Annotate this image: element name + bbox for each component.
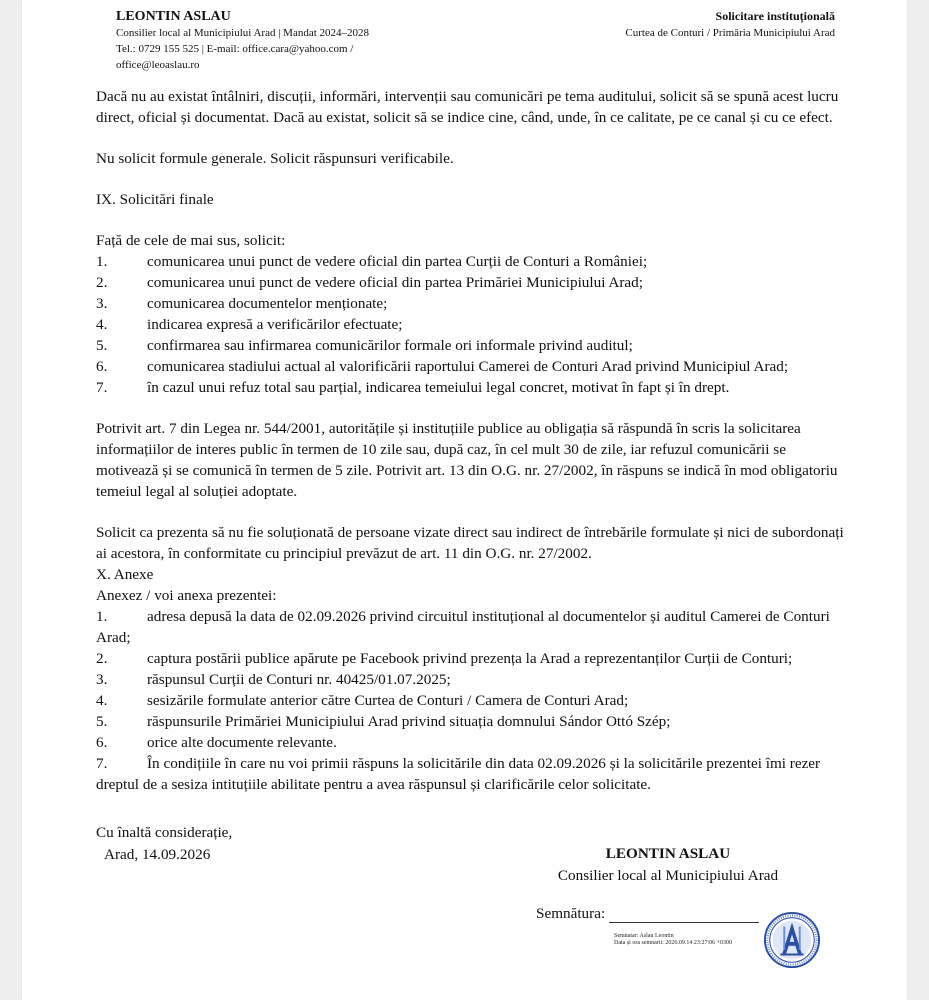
sender-contact-email: office@leoaslau.ro (116, 59, 200, 71)
list-item: 1. comunicarea unui punct de vedere oficial din partea Curții de Conturi a României; (96, 253, 648, 270)
requests-intro: Față de cele de mai sus, solicit: (96, 232, 286, 249)
letterhead-doctype (625, 8, 835, 41)
electronic-signature-info (614, 933, 732, 947)
document-type: Solicitare instituțională (715, 9, 835, 23)
sender-contact: Tel.: 0729 155 525 | E-mail: office.cara@yahoo.com / (116, 43, 354, 55)
list-item: 2. comunicarea unui punct de vedere oficial din partea Primăriei Municipiului Arad; (96, 274, 643, 291)
salutation: Cu înaltă considerație, (96, 824, 233, 841)
list-item: 3. răspunsul Curții de Conturi nr. 40425/01.07.2025; (96, 671, 451, 688)
place-date: Arad, 14.09.2026 (104, 846, 211, 863)
list-item: 4. indicarea expresă a verificărilor efectuate; (96, 316, 403, 333)
list-item: 3. comunicarea documentelor menționate; (96, 295, 388, 312)
paragraph-audit-meetings: Dacă nu au existat întâlniri, discuții, informări, intervenții sau comunicări pe tema auditului, solicit să se spună acest lucru direct, oficial și documentat. Dacă au existat, solicit să se indice cine, când, unde, în ce calitate, pe ce canal și cu ce efect. (96, 88, 839, 126)
signature-line (536, 905, 759, 923)
paragraph-verifiable: Nu solicit formule generale. Solicit răspunsuri verificabile. (96, 150, 454, 167)
annexes-intro: Anexez / voi anexa prezentei: (96, 587, 277, 604)
signatory-name: LEONTIN ASLAU (605, 845, 731, 862)
section-heading-final-requests: IX. Solicitări finale (96, 191, 214, 208)
list-item: 4. sesizările formulate anterior către Curtea de Conturi / Camera de Conturi Arad; (96, 692, 629, 709)
requests-list (96, 251, 846, 398)
closing (96, 822, 232, 866)
list-item: 2. captura postării publice apărute pe Facebook privind prezența la Arad a reprezentanților Curții de Conturi; (96, 650, 793, 667)
sender-name: LEONTIN ASLAU (116, 9, 231, 24)
signature-seal-icon (763, 911, 821, 969)
list-item: 7. În condițiile în care nu voi primii răspuns la solicitările din data 02.09.2026 și la solicitările prezentei îmi rezer dreptul de a sesiza intituțiile abilitate pentru a avea răspunsul și clarificările celor solicitate. (96, 755, 821, 793)
document-page (22, 0, 907, 1000)
list-item: 6. comunicarea stadiului actual al valorificării raportului Camerei de Conturi Arad privind Municipiul Arad; (96, 358, 789, 375)
paragraph-impartiality: Solicit ca prezenta să nu fie soluționată de persoane vizate direct sau indirect de întrebările formulate și nici de subordonați ai acestora, în conformitate cu principiul prevăzut de art. 11 din O.G. nr. 27/2002. (96, 524, 844, 562)
list-item: 5. răspunsurile Primăriei Municipiului Arad privind situația domnului Sándor Ottó Szép; (96, 713, 671, 730)
signature-block (538, 843, 798, 887)
list-item: 5. confirmarea sau infirmarea comunicărilor formale ori informale privind auditul; (96, 337, 633, 354)
signature-underline (609, 906, 759, 923)
sender-role: Consilier local al Municipiului Arad | Mandat 2024–2028 (116, 27, 370, 39)
section-heading-annexes: X. Anexe (96, 566, 154, 583)
list-item: 1. adresa depusă la data de 02.09.2026 privind circuitul instituțional al documentelor și auditul Camerei de Conturi Arad; (96, 608, 830, 646)
annexes-list (96, 606, 846, 795)
recipients: Curtea de Conturi / Primăria Municipiului Arad (625, 27, 835, 39)
signature-label: Semnătura: (536, 905, 606, 922)
list-item: 6. orice alte documente relevante. (96, 734, 337, 751)
esig-timestamp: Data și ora semnarii: 2026.09.14 23:27:06 +0300 (614, 940, 733, 946)
paragraph-legal-basis: Potrivit art. 7 din Legea nr. 544/2001, autoritățile și instituțiile publice au obligația să răspundă în scris la solicitarea informațiilor de interes public în termen de 10 zile sau, după caz, în cel mult 30 de zile, iar refuzul comunicării se motivează și se comunică în termen de 5 zile. Potrivit art. 13 din O.G. nr. 27/2002, în răspuns se indică în mod obligatoriu temeiul legal al soluției adoptate. (96, 420, 838, 500)
list-item: 7. în cazul unui refuz total sau parțial, indicarea temeiului legal concret, motivat în fapt și în drept. (96, 379, 730, 396)
esig-signer: Semnatar: Aslau Leontin (614, 933, 674, 939)
document-body (96, 86, 846, 795)
signatory-role: Consilier local al Municipiului Arad (557, 867, 779, 884)
letterhead-sender (116, 8, 369, 73)
